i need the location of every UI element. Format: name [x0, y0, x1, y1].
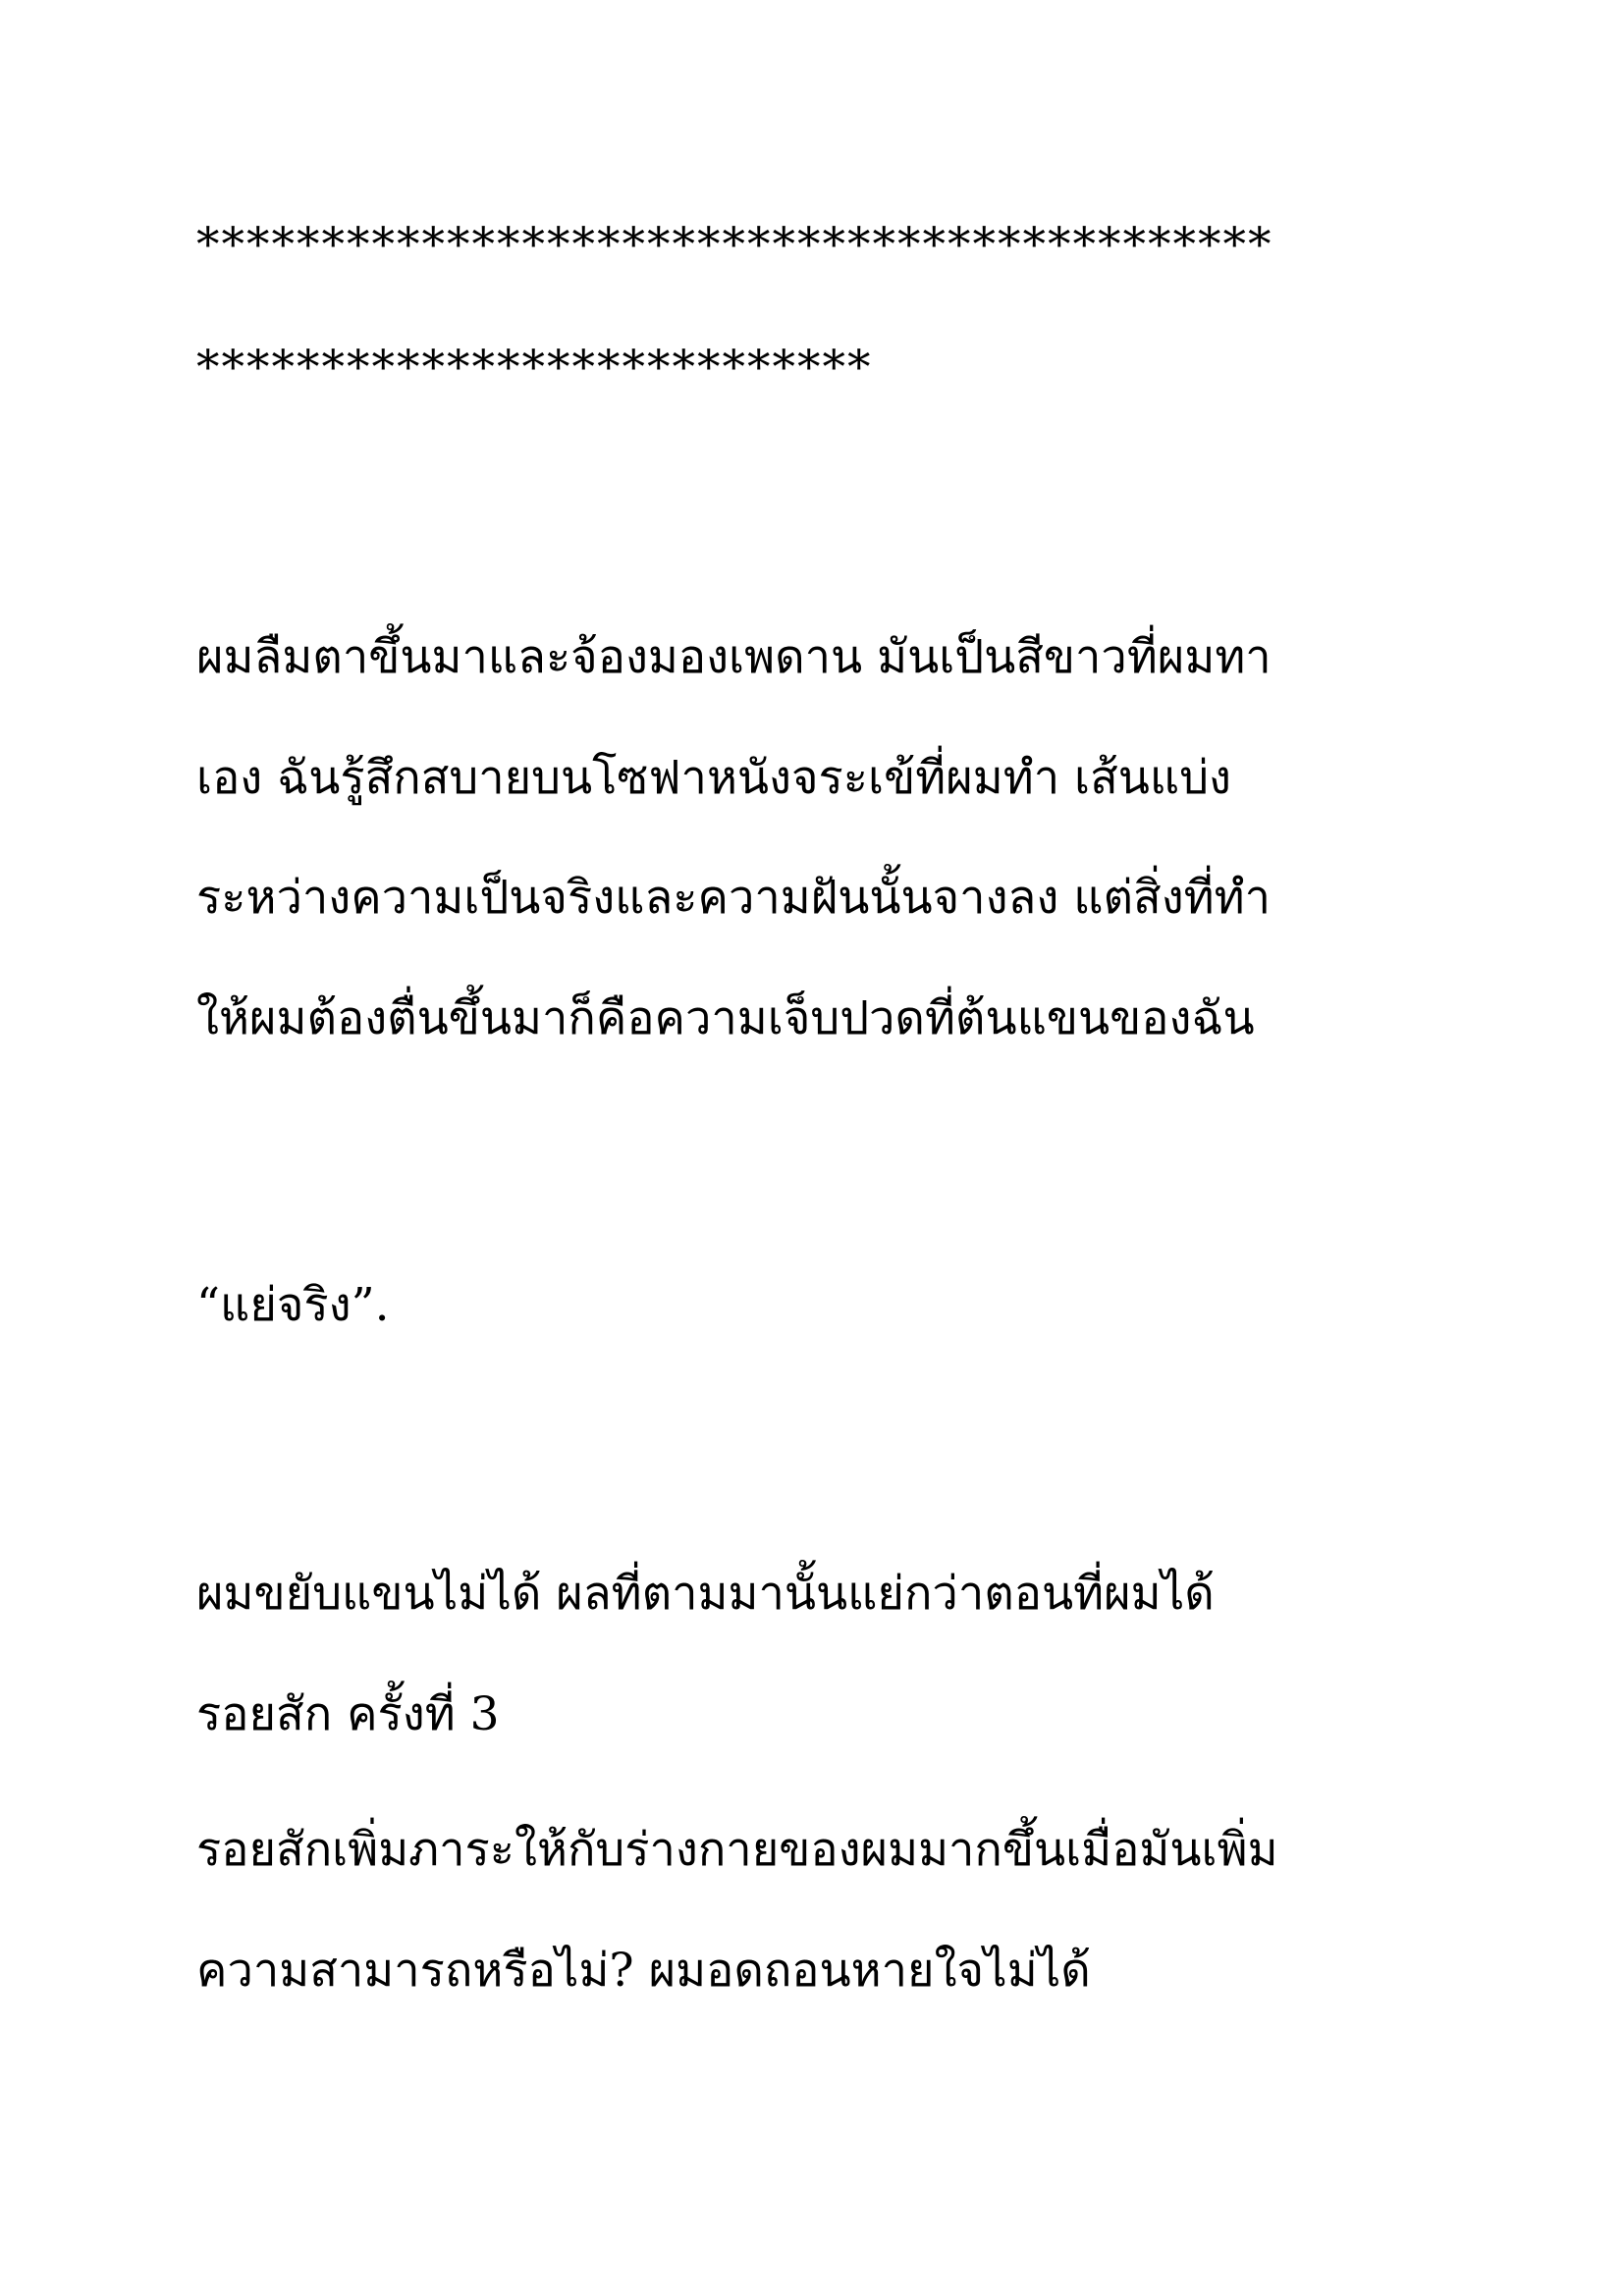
- paragraph-1-line: ให้ผมต้องตื่นขึ้นมาก็คือความเจ็บปวดที่ต้นแขนของฉัน: [196, 991, 1255, 1045]
- separator-line: ***************************: [196, 341, 873, 395]
- paragraph-2-line: รอยสัก ครั้งที่ 3: [196, 1687, 500, 1741]
- paragraph-1-line: ระหว่างความเป็นจริงและความฝันนั้นจางลง แต่สิ่งที่ทำ: [196, 871, 1272, 925]
- paragraph-2-line: ผมขยับแขนไม่ได้ ผลที่ตามมานั้นแย่กว่าตอนที่ผมได้: [196, 1567, 1215, 1621]
- paragraph-1-line: เอง ฉันรู้สึกสบายบนโซฟาหนังจระเข้ที่ผมทำ เส้นแบ่ง: [196, 751, 1231, 805]
- paragraph-3-line: รอยสักเพิ่มภาระให้กับร่างกายของผมมากขึ้นเมื่อมันเพิ่ม: [196, 1823, 1278, 1877]
- paragraph-1-line: ผมลืมตาขึ้นมาและจ้องมองเพดาน มันเป็นสีขาวที่ผมทา: [196, 630, 1272, 684]
- paragraph-3-line: ความสามารถหรือไม่? ผมอดถอนหายใจไม่ได้: [196, 1944, 1091, 1998]
- separator-line: *******************************************: [196, 218, 1273, 272]
- dialogue-line: “แย่จริง”.: [196, 1278, 390, 1332]
